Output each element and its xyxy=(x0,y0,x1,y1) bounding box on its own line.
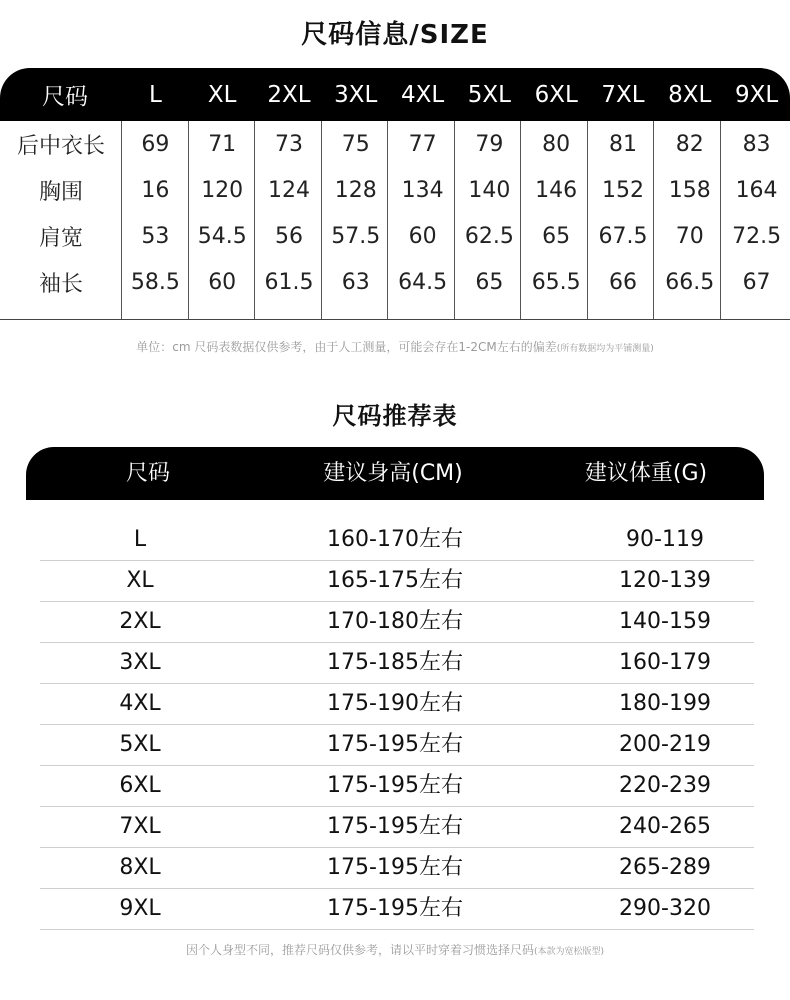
table-row xyxy=(40,602,754,643)
rec-height: 175-195左右 xyxy=(327,773,463,798)
table-cell: 65 xyxy=(475,269,504,295)
size-info-table xyxy=(0,68,790,320)
rec-weight: 290-320 xyxy=(619,896,711,921)
rec-height: 170-180左右 xyxy=(327,609,463,634)
table-cell: 56 xyxy=(274,223,303,249)
column-divider xyxy=(454,121,455,319)
table-cell: 54.5 xyxy=(197,223,247,249)
rec-size: XL xyxy=(126,568,154,593)
rec-height: 165-175左右 xyxy=(327,568,463,593)
rec-height: 175-195左右 xyxy=(327,814,463,839)
table-row xyxy=(0,213,790,259)
recommend-note-text: 因个人身型不同，推荐尺码仅供参考，请以平时穿着习惯选择尺码 xyxy=(185,943,534,957)
rec-size: L xyxy=(133,527,147,552)
column-divider xyxy=(720,121,721,319)
table-cell: 73 xyxy=(274,131,303,157)
size-info-header xyxy=(0,68,790,121)
column-divider xyxy=(387,121,388,319)
row-label: 袖长 xyxy=(38,271,83,297)
measurement-note-small: (所有数据均为平铺测量) xyxy=(556,344,654,354)
table-row xyxy=(40,848,754,889)
size-info-body xyxy=(0,121,790,320)
table-cell: 65 xyxy=(542,223,571,249)
table-row xyxy=(40,684,754,725)
table-cell: 81 xyxy=(608,131,637,157)
column-divider xyxy=(254,121,255,319)
rec-size: 5XL xyxy=(119,732,161,757)
table-cell: 75 xyxy=(341,131,370,157)
rec-size: 7XL xyxy=(119,814,161,839)
table-cell: 66 xyxy=(608,269,637,295)
table-row xyxy=(0,167,790,213)
rec-weight: 200-219 xyxy=(619,732,711,757)
table-cell: 53 xyxy=(141,223,170,249)
size-col-header: 4XL xyxy=(400,81,445,108)
table-cell: 58.5 xyxy=(130,269,180,295)
row-label: 后中衣长 xyxy=(16,133,105,159)
table-row xyxy=(0,259,790,305)
table-cell: 146 xyxy=(535,177,578,203)
size-col-header: 8XL xyxy=(668,81,712,108)
rec-height: 175-195左右 xyxy=(327,732,463,757)
table-cell: 164 xyxy=(735,177,778,203)
table-cell: 66.5 xyxy=(665,269,715,295)
table-cell: 158 xyxy=(668,177,711,203)
table-cell: 62.5 xyxy=(464,223,514,249)
rec-size: 8XL xyxy=(119,855,161,880)
rec-weight: 120-139 xyxy=(619,568,711,593)
rec-weight: 180-199 xyxy=(619,691,711,716)
table-cell: 67 xyxy=(742,269,771,295)
size-col-header: 6XL xyxy=(534,81,578,108)
table-cell: 124 xyxy=(267,177,310,203)
rec-height: 175-185左右 xyxy=(327,650,463,675)
table-cell: 63 xyxy=(341,269,370,295)
table-row xyxy=(40,643,754,684)
header-size-label: 尺码 xyxy=(42,84,88,110)
table-cell: 64.5 xyxy=(398,269,448,295)
table-cell: 83 xyxy=(742,131,771,157)
rec-height: 175-190左右 xyxy=(327,691,463,716)
rec-size: 2XL xyxy=(119,609,161,634)
recommend-header xyxy=(26,447,764,500)
table-cell: 152 xyxy=(601,177,644,203)
table-row xyxy=(0,121,790,167)
row-label: 肩宽 xyxy=(38,225,83,251)
header-size: 尺码 xyxy=(125,461,170,486)
rec-height: 175-195左右 xyxy=(327,896,463,921)
rec-height: 160-170左右 xyxy=(327,527,463,552)
table-cell: 60 xyxy=(408,223,437,249)
measurement-note-text: 单位：cm 尺码表数据仅供参考，由于人工测量，可能会存在1-2CM左右的偏差 xyxy=(136,340,557,354)
rec-size: 6XL xyxy=(119,773,161,798)
table-row xyxy=(40,807,754,848)
rec-size: 4XL xyxy=(119,691,161,716)
table-cell: 120 xyxy=(201,177,244,203)
column-divider xyxy=(321,121,322,319)
table-cell: 72.5 xyxy=(732,223,782,249)
table-cell: 65.5 xyxy=(531,269,581,295)
table-cell: 67.5 xyxy=(598,223,648,249)
table-cell: 134 xyxy=(401,177,444,203)
table-cell: 71 xyxy=(208,131,237,157)
table-row xyxy=(40,520,754,561)
recommend-title: 尺码推荐表 xyxy=(332,402,458,430)
size-col-header: L xyxy=(148,81,162,108)
table-cell: 70 xyxy=(675,223,704,249)
table-row xyxy=(40,766,754,807)
table-cell: 80 xyxy=(542,131,571,157)
header-weight: 建议体重(G) xyxy=(584,461,708,486)
column-divider xyxy=(121,121,122,319)
table-cell: 69 xyxy=(141,131,170,157)
table-cell: 61.5 xyxy=(264,269,314,295)
table-cell: 140 xyxy=(468,177,511,203)
recommend-note xyxy=(0,941,790,958)
row-label: 胸围 xyxy=(38,179,83,205)
column-divider xyxy=(653,121,654,319)
column-divider xyxy=(520,121,521,319)
size-col-header: 7XL xyxy=(601,81,645,108)
column-divider xyxy=(587,121,588,319)
rec-size: 9XL xyxy=(119,896,161,921)
recommend-note-small: (本款为宽松版型) xyxy=(533,947,605,957)
table-cell: 77 xyxy=(408,131,437,157)
table-row xyxy=(40,725,754,766)
column-divider xyxy=(188,121,189,319)
rec-weight: 140-159 xyxy=(619,609,711,634)
header-height: 建议身高(CM) xyxy=(323,461,463,486)
table-cell: 16 xyxy=(141,177,170,203)
table-row xyxy=(40,889,754,930)
table-cell: 57.5 xyxy=(331,223,381,249)
table-cell: 128 xyxy=(334,177,377,203)
size-col-header: XL xyxy=(207,81,237,108)
rec-weight: 265-289 xyxy=(619,855,711,880)
size-col-header: 5XL xyxy=(467,81,511,108)
size-col-header: 2XL xyxy=(267,81,311,108)
size-col-header: 3XL xyxy=(334,81,378,108)
size-info-title: 尺码信息/SIZE xyxy=(301,20,489,50)
table-row xyxy=(40,561,754,602)
rec-weight: 160-179 xyxy=(619,650,711,675)
size-col-header: 9XL xyxy=(734,81,779,108)
rec-weight: 90-119 xyxy=(626,527,704,552)
table-cell: 60 xyxy=(208,269,237,295)
table-cell: 79 xyxy=(475,131,504,157)
rec-weight: 240-265 xyxy=(619,814,711,839)
table-cell: 82 xyxy=(675,131,704,157)
measurement-note xyxy=(0,338,790,355)
recommend-table xyxy=(40,520,754,930)
rec-size: 3XL xyxy=(119,650,161,675)
rec-height: 175-195左右 xyxy=(327,855,463,880)
rec-weight: 220-239 xyxy=(619,773,711,798)
